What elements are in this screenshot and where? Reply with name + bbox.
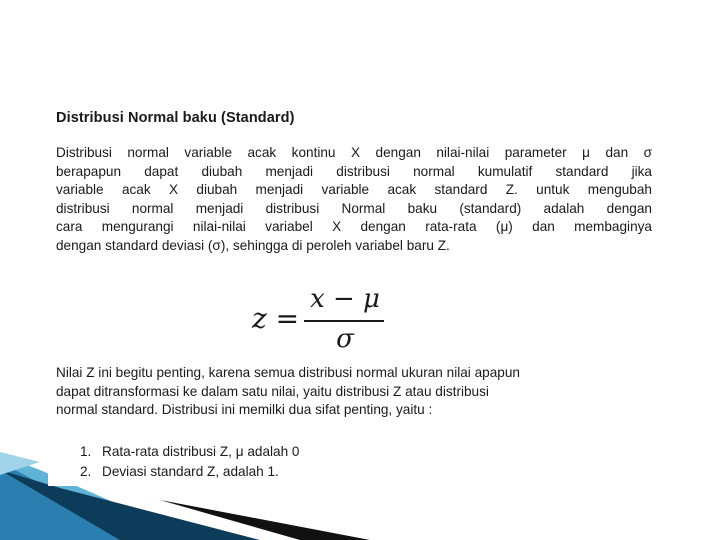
paragraph-intro-line: variable acak X diubah menjadi variable acak standard Z. untuk mengubah bbox=[56, 182, 652, 198]
list-item-number: 2. bbox=[80, 464, 92, 479]
formula-fraction-bar bbox=[304, 320, 384, 322]
section-heading: Distribusi Normal baku (Standard) bbox=[56, 110, 295, 126]
formula-numerator: x − μ bbox=[310, 284, 380, 314]
list-item bbox=[80, 462, 299, 482]
paragraph-intro-line: Distribusi normal variable acak kontinu X dengan nilai-nilai parameter μ dan σ bbox=[56, 145, 652, 160]
paragraph-intro-line: distribusi normal menjadi distribusi Normal baku (standard) adalah dengan bbox=[56, 200, 652, 216]
formula-lhs: z = bbox=[252, 302, 300, 335]
list-item bbox=[80, 442, 299, 462]
list-item-number: 1. bbox=[80, 444, 92, 459]
formula-denominator: σ bbox=[336, 324, 354, 354]
paragraph-intro-line: berapapun dapat diubah menjadi distribusi normal kumulatif standard jika bbox=[56, 163, 652, 179]
paragraph-z-line: Nilai Z ini begitu penting, karena semua distribusi normal ukuran nilai apapun bbox=[56, 365, 520, 380]
paragraph-z-line: dapat ditransformasi ke dalam satu nilai, yaitu distribusi Z atau distribusi bbox=[56, 383, 489, 399]
paragraph-z-line: normal standard. Distribusi ini memilki dua sifat penting, yaitu : bbox=[56, 402, 433, 418]
document-page bbox=[48, 100, 658, 486]
paragraph-intro-line: dengan standard deviasi (σ), sehingga di peroleh variabel baru Z. bbox=[56, 237, 450, 253]
list-item-text: Rata-rata distribusi Z, μ adalah 0 bbox=[102, 444, 300, 459]
properties-list bbox=[80, 442, 299, 482]
list-item-text: Deviasi standard Z, adalah 1. bbox=[102, 464, 279, 479]
paragraph-intro-line: cara mengurangi nilai-nilai variabel X dengan rata-rata (μ) dan membaginya bbox=[56, 219, 652, 235]
z-score-formula bbox=[252, 284, 392, 354]
paragraph-z-importance bbox=[56, 364, 652, 420]
paragraph-intro bbox=[56, 144, 652, 256]
